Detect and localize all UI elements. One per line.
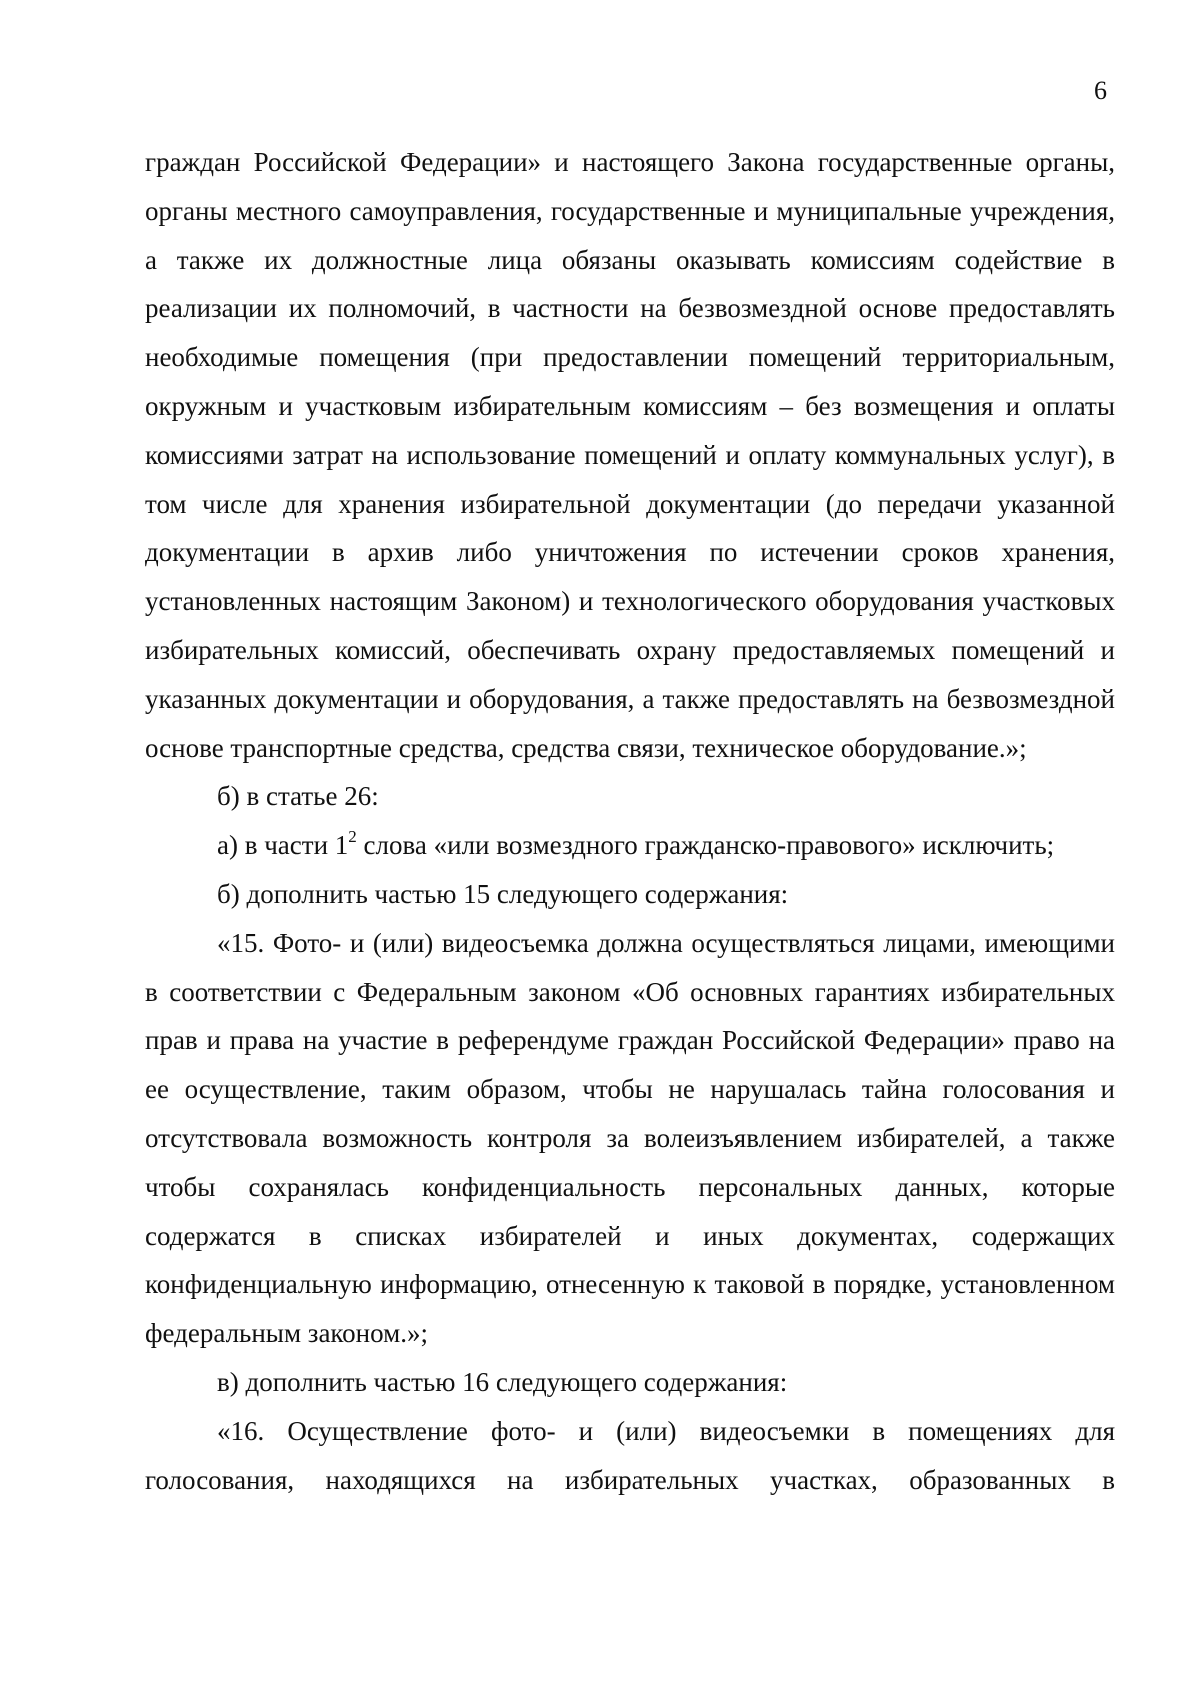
page-number: 6	[1094, 76, 1107, 105]
paragraph-add-part-15: б) дополнить частью 15 следующего содержания:	[217, 878, 789, 909]
document-body	[145, 138, 1115, 1504]
paragraph-continuation: граждан Российской Федерации» и настоящего Закона государственные органы, органы местного самоуправления, государственные и муниципальные учреждения, а также их должностные лица обязаны оказывать комиссиям содействие в реализации их полномочий, в частности на безвозмездной основе предоставлять необходимые помещения (при предоставлении помещений территориальным, окружным и участковым избирательным комиссиям – без возмещения и оплаты комиссиями затрат на использование помещений и оплату коммунальных услуг), в том числе для хранения избирательной документации (до передачи указанной документации в архив либо уничтожения по истечении сроков хранения, установленных настоящим Законом) и технологического оборудования участковых избирательных комиссий, обеспечивать охрану предоставляемых помещений и указанных документации и оборудования, а также предоставлять на безвозмездной основе транспортные средства, средства связи, техническое оборудование.»;	[145, 147, 1115, 763]
paragraph-part-text-before: а) в части 1	[217, 830, 349, 861]
paragraph-add-part-16: в) дополнить частью 16 следующего содержания:	[217, 1366, 788, 1397]
superscript-number: 2	[348, 827, 357, 847]
paragraph-part-1-2-amendment	[145, 821, 1115, 870]
paragraph-part-16-text: «16. Осуществление фото- и (или) видеосъемки в помещениях для голосования, находящихся на избирательных участках, образованных в	[145, 1415, 1115, 1495]
paragraph-part-text-after: слова «или возмездного гражданско-правового» исключить;	[356, 830, 1055, 861]
paragraph-article-26-heading: б) в статье 26:	[217, 781, 379, 812]
paragraph-part-15-text: «15. Фото- и (или) видеосъемка должна осуществляться лицами, имеющими в соответствии с Федеральным законом «Об основных гарантиях избирательных прав и права на участие в референдуме граждан Российской Федерации» право на ее осуществление, таким образом, чтобы не нарушалась тайна голосования и отсутствовала возможность контроля за волеизъявлением избирателей, а также чтобы сохранялась конфиденциальность персональных данных, которые содержатся в списках избирателей и иных документах, содержащих конфиденциальную информацию, отнесенную к таковой в порядке, установленном федеральным законом.»;	[145, 927, 1115, 1349]
